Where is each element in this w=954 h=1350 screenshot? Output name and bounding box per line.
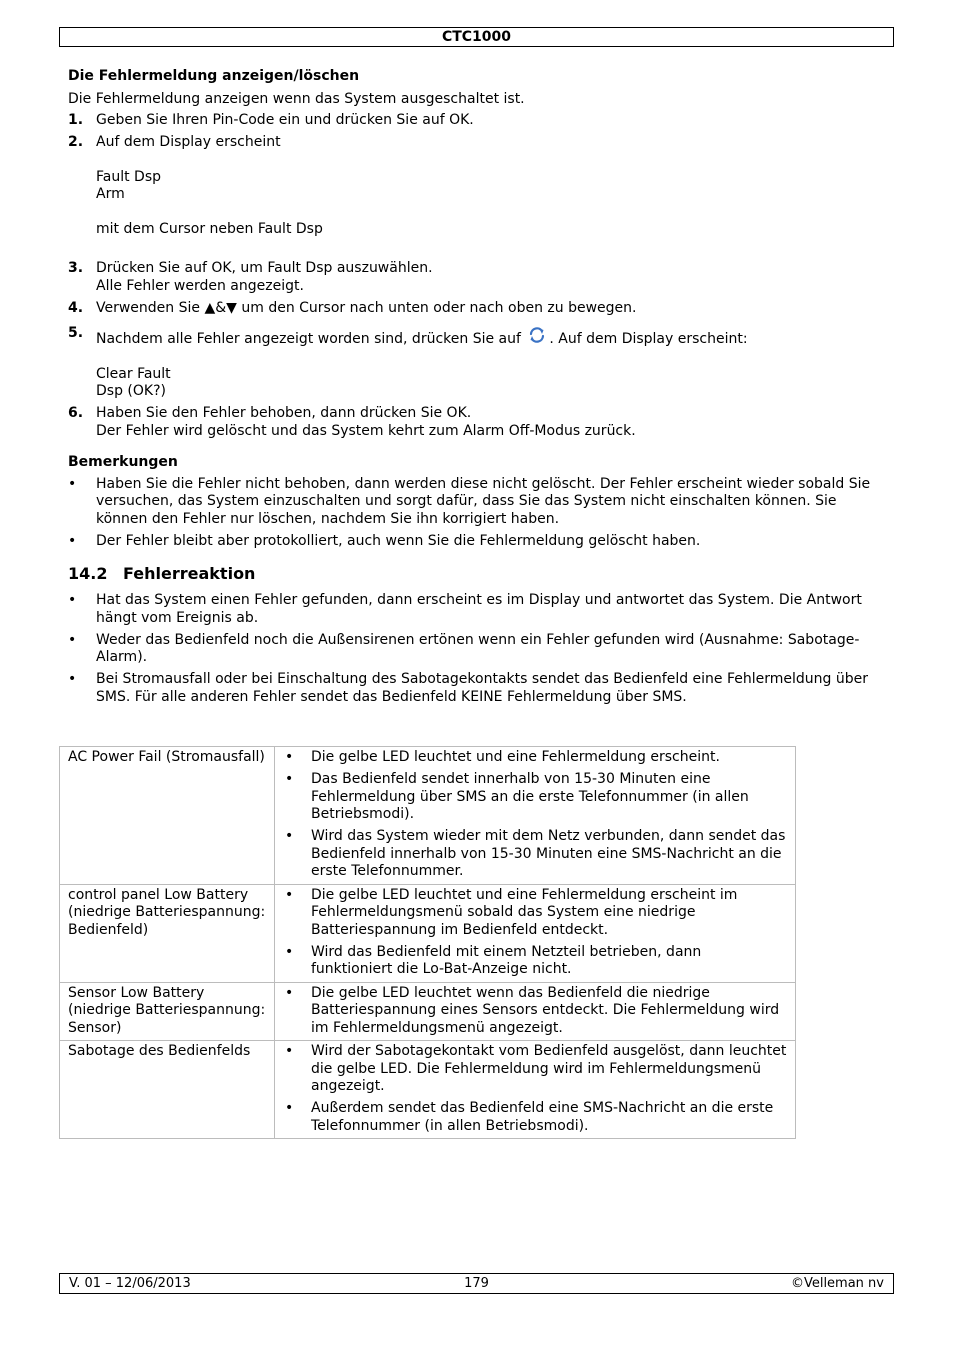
table-cell-label: Sensor Low Battery (niedrige Batteriespannung: Sensor)	[60, 982, 275, 1041]
table-cell-label: Sabotage des Bedienfelds	[60, 1041, 275, 1139]
list-item	[68, 476, 878, 529]
list-item	[285, 944, 787, 979]
display-text	[96, 169, 878, 204]
step-item	[68, 260, 878, 295]
footer-copyright: ©Velleman nv	[790, 1276, 884, 1291]
section-title-fault-display: Die Fehlermeldung anzeigen/löschen	[68, 68, 360, 84]
table-row	[60, 982, 796, 1041]
bullet: •	[68, 475, 77, 492]
bullet: •	[68, 532, 77, 549]
footer-page-number: 179	[464, 1276, 489, 1291]
step-number: 2.	[68, 134, 84, 150]
list-item-text: Haben Sie die Fehler nicht behoben, dann werden diese nicht gelöscht. Der Fehler erscheint wieder sobald Sie versuchen, das System einzuschalten und sorgt dafür, dass Sie das System nicht einschalten können. Sie können den Fehler nur löschen, nachdem Sie ihn korrigiert haben.	[96, 475, 871, 527]
steps-list	[68, 112, 878, 440]
page-content	[68, 68, 878, 711]
step-text: Der Fehler wird gelöscht und das System kehrt zum Alarm Off-Modus zurück.	[96, 422, 636, 439]
bullet: •	[285, 828, 294, 844]
list-item-text: Das Bedienfeld sendet innerhalb von 15-30 Minuten eine Fehlermeldung über SMS an die erste Telefonnummer (in allen Betriebsmodi).	[311, 771, 749, 822]
display-line: Arm	[96, 186, 125, 202]
fault-reaction-table	[59, 746, 796, 1139]
display-text	[96, 366, 878, 401]
step-item	[68, 112, 878, 130]
table-row	[60, 884, 796, 982]
footer-version: V. 01 – 12/06/2013	[69, 1276, 191, 1291]
list-item-text: Weder das Bedienfeld noch die Außensirenen ertönen wenn ein Fehler gefunden wird (Ausnahme: Sabotage-Alarm).	[96, 631, 860, 665]
table-cell-details	[275, 1041, 796, 1139]
step-text: . Auf dem Display erscheint:	[549, 331, 748, 347]
list-item-text: Bei Stromausfall oder bei Einschaltung des Sabotagekontakts sendet das Bedienfeld eine Fehlermeldung über SMS. Für alle anderen Fehler sendet das Bedienfeld KEINE Fehlermeldung über SMS.	[96, 671, 869, 705]
list-item-text: Die gelbe LED leuchtet wenn das Bedienfeld die niedrige Batteriespannung eines Sensors entdeckt. Die Fehlermeldung wird im Fehlermeldungsmenü angezeigt.	[311, 984, 780, 1036]
remarks-title: Bemerkungen	[68, 454, 178, 470]
step-note: mit dem Cursor neben Fault Dsp	[96, 220, 323, 237]
display-line: Fault Dsp	[96, 168, 162, 185]
list-item-text: Wird das Bedienfeld mit einem Netzteil betrieben, dann funktioniert die Lo-Bat-Anzeige nicht.	[311, 943, 702, 977]
bullet: •	[68, 592, 77, 608]
list-item-text: Wird der Sabotagekontakt vom Bedienfeld ausgelöst, dann leuchtet die gelbe LED. Die Fehlermeldung wird im Fehlermeldungsmenü angezeigt.	[311, 1043, 787, 1094]
list-item-text: Hat das System einen Fehler gefunden, dann erscheint es im Display und antwortet das System. Die Antwort hängt vom Ereignis ab.	[96, 592, 862, 626]
list-item	[285, 771, 787, 824]
list-item	[68, 592, 878, 627]
list-item	[68, 632, 878, 667]
step-item	[68, 134, 878, 238]
page-footer	[59, 1273, 894, 1294]
list-item-text: Der Fehler bleibt aber protokolliert, auch wenn Sie die Fehlermeldung gelöscht haben.	[96, 532, 701, 549]
step-number: 1.	[68, 112, 84, 128]
step-item	[68, 325, 878, 401]
bullet: •	[285, 1100, 294, 1116]
list-item	[285, 1100, 787, 1135]
step-number: 3.	[68, 260, 84, 276]
list-item	[285, 1043, 787, 1096]
step-text: Geben Sie Ihren Pin-Code ein und drücken Sie auf OK.	[96, 112, 474, 128]
bullet: •	[285, 886, 294, 903]
section-intro: Die Fehlermeldung anzeigen wenn das System ausgeschaltet ist.	[68, 90, 525, 107]
table-cell-details	[275, 884, 796, 982]
section-number: 14.2	[68, 564, 108, 583]
list-item-text: Wird das System wieder mit dem Netz verbunden, dann sendet das Bedienfeld innerhalb von 15-30 Minuten eine SMS-Nachricht an die erste Telefonnummer.	[311, 828, 786, 879]
list-item-text: Außerdem sendet das Bedienfeld eine SMS-Nachricht an die erste Telefonnummer (in allen Betriebsmodi).	[311, 1100, 774, 1134]
section-heading-text: Fehlerreaktion	[123, 564, 256, 583]
list-item	[285, 828, 787, 881]
bullet: •	[285, 1043, 294, 1059]
step-text: Drücken Sie auf OK, um Fault Dsp auszuwählen.	[96, 260, 433, 276]
bullet: •	[285, 749, 294, 765]
table-cell-details	[275, 982, 796, 1041]
remarks-list	[68, 476, 878, 551]
list-item	[285, 887, 787, 940]
step-number: 6.	[68, 405, 84, 421]
bullet: •	[285, 984, 294, 1001]
step-number: 4.	[68, 299, 84, 316]
step-number: 5.	[68, 325, 84, 341]
header-title: CTC1000	[441, 29, 512, 45]
section-heading-fault-reaction	[68, 564, 878, 584]
table-cell-details	[275, 747, 796, 885]
table-cell-label: control panel Low Battery (niedrige Batteriespannung: Bedienfeld)	[60, 884, 275, 982]
reaction-list	[68, 592, 878, 706]
bullet: •	[68, 671, 77, 687]
bullet: •	[285, 771, 294, 787]
step-text: Haben Sie den Fehler behoben, dann drücken Sie OK.	[96, 405, 472, 421]
display-line: Clear Fault	[96, 365, 171, 382]
step-item	[68, 300, 878, 318]
page-header	[59, 27, 894, 47]
step-item	[68, 405, 878, 440]
list-item	[68, 533, 878, 551]
display-line: Dsp (OK?)	[96, 383, 166, 399]
table-row	[60, 747, 796, 885]
step-text: Verwenden Sie ▲&▼ um den Cursor nach unten oder nach oben zu bewegen.	[96, 299, 637, 316]
table-row	[60, 1041, 796, 1139]
table-cell-label: AC Power Fail (Stromausfall)	[60, 747, 275, 885]
list-item	[285, 749, 787, 767]
bullet: •	[285, 943, 294, 960]
refresh-icon	[527, 325, 547, 345]
step-text: Nachdem alle Fehler angezeigt worden sind, drücken Sie auf	[96, 331, 521, 347]
list-item-text: Die gelbe LED leuchtet und eine Fehlermeldung erscheint im Fehlermeldungsmenü sobald das System eine niedrige Batteriespannung im Bedienfeld entdeckt.	[311, 886, 738, 938]
bullet: •	[68, 631, 77, 648]
step-text: Alle Fehler werden angezeigt.	[96, 277, 304, 294]
list-item	[68, 671, 878, 706]
step-text: Auf dem Display erscheint	[96, 134, 281, 150]
list-item-text: Die gelbe LED leuchtet und eine Fehlermeldung erscheint.	[311, 749, 720, 765]
list-item	[285, 985, 787, 1038]
